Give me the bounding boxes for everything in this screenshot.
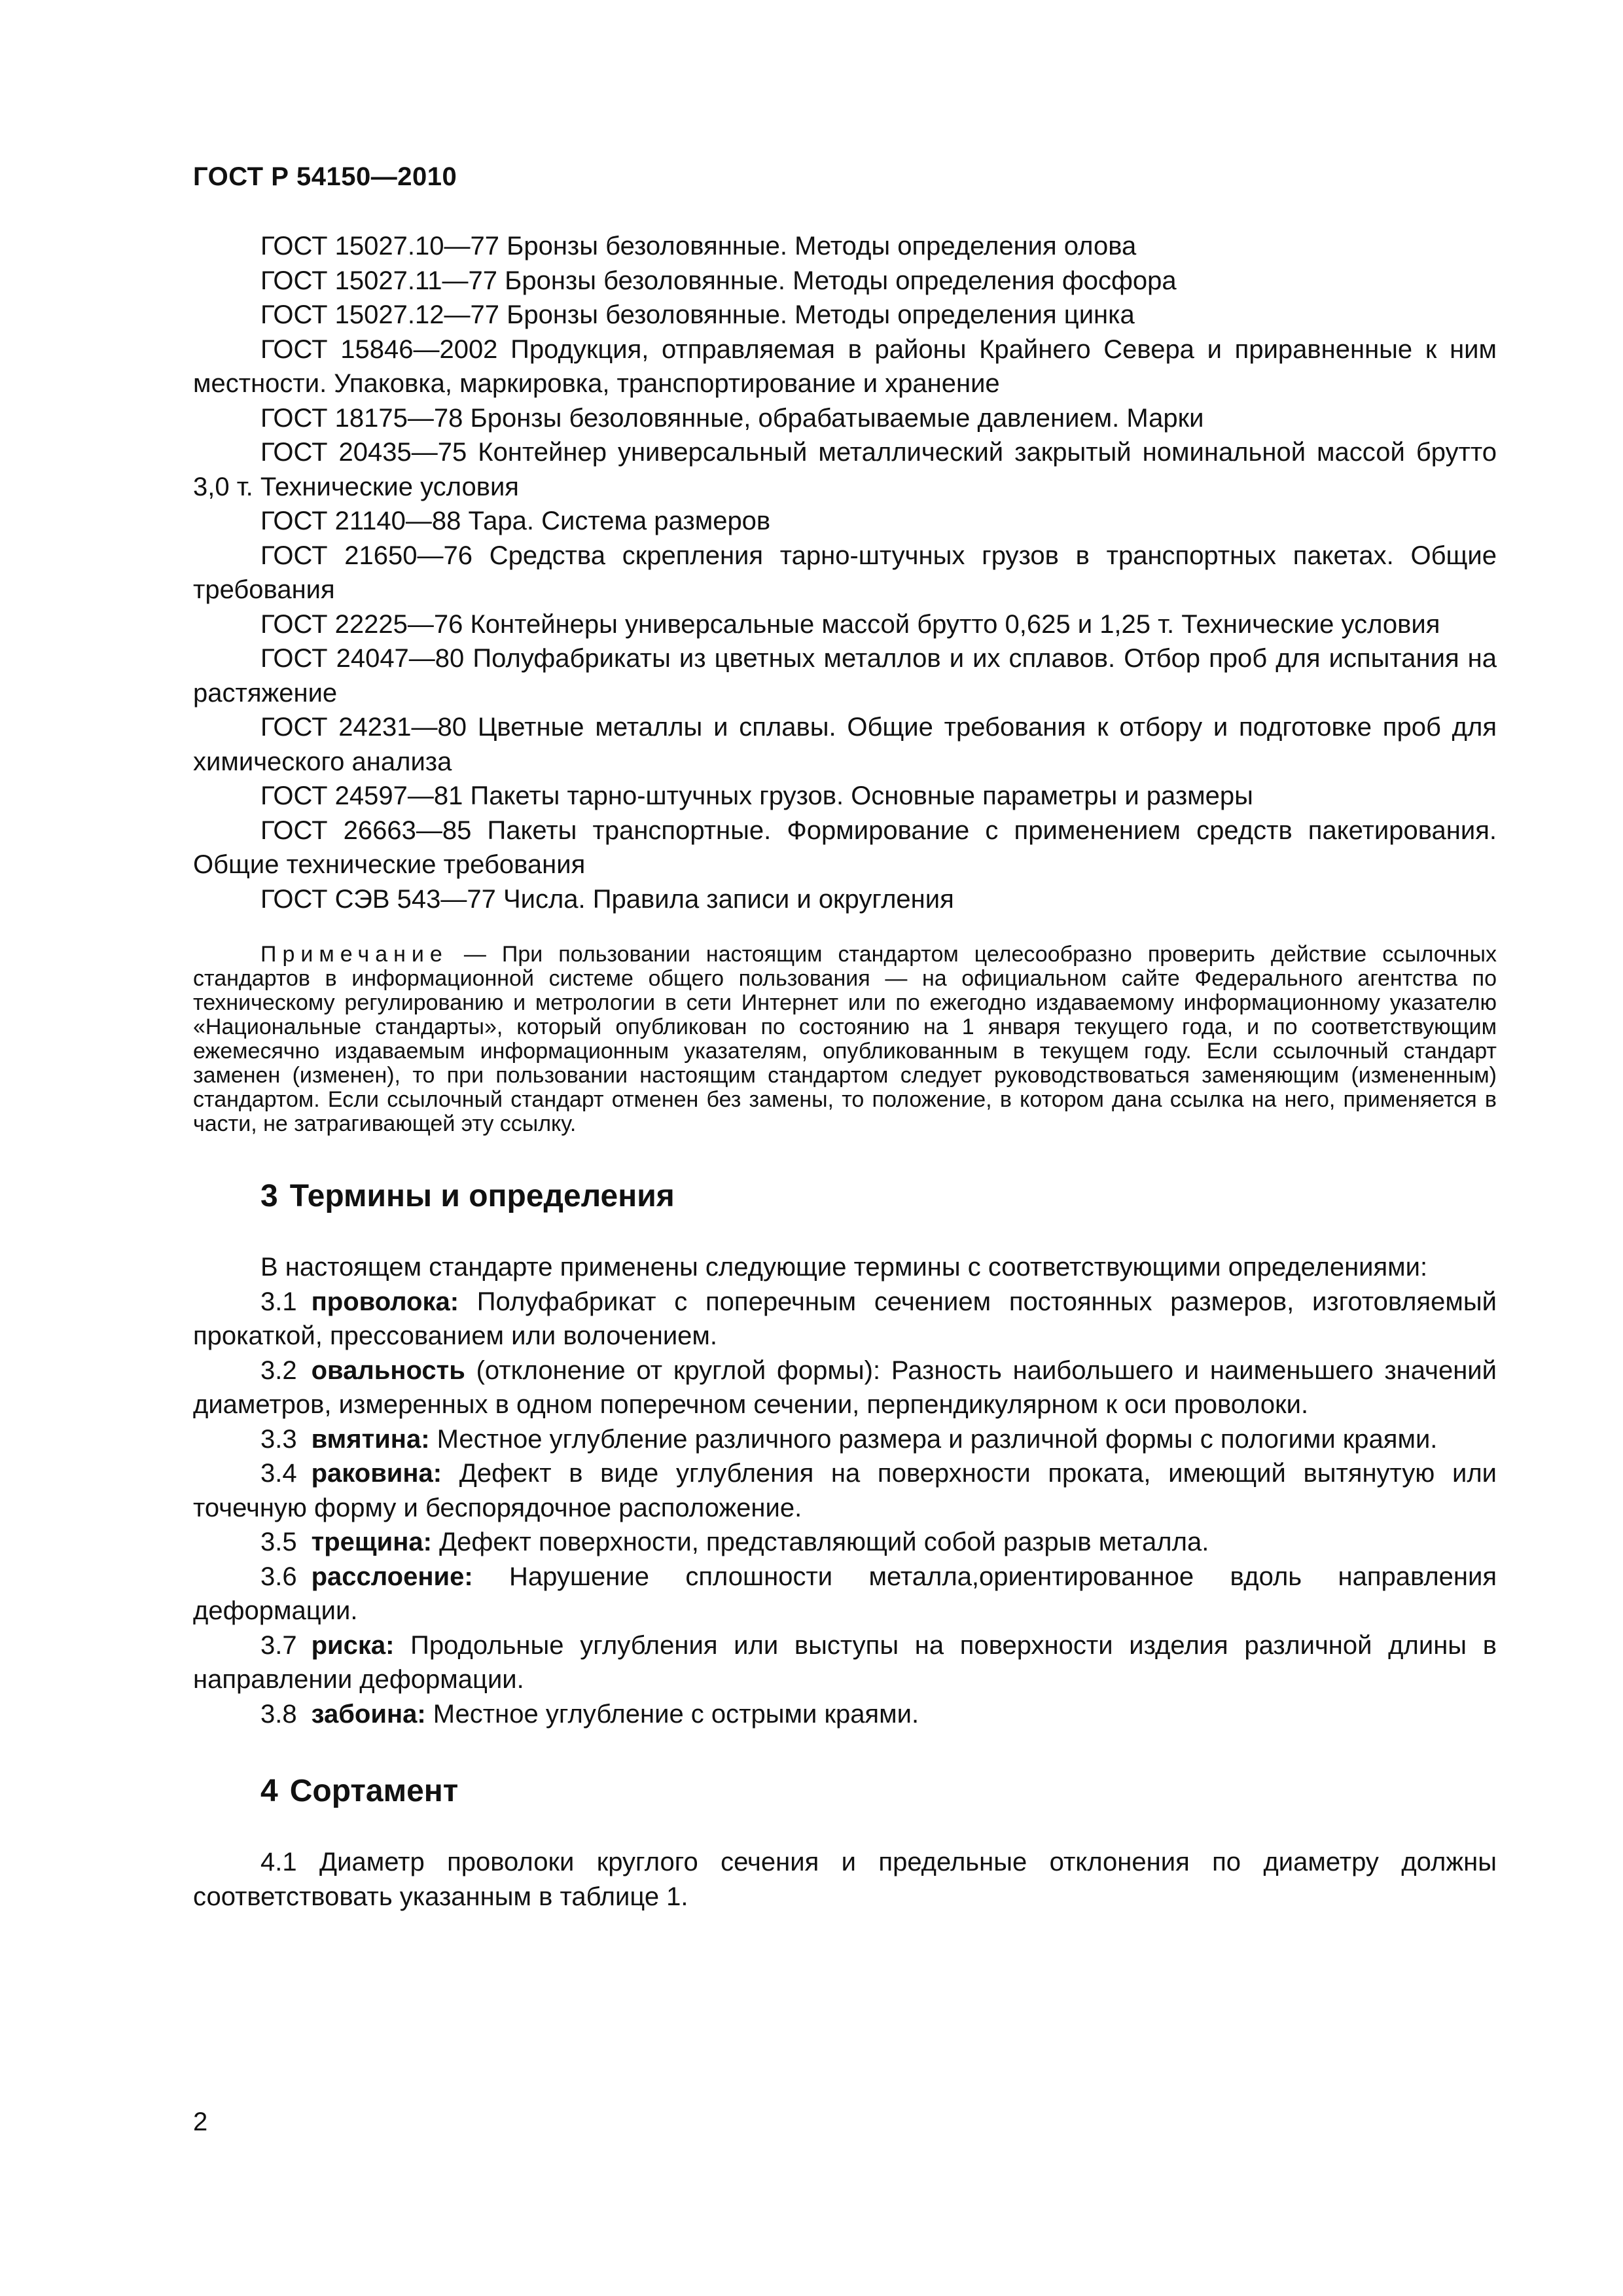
term-text: Нарушение сплошности металла,ориентированное вдоль направления деформации. bbox=[193, 1562, 1497, 1625]
term-name: вмятина: bbox=[311, 1424, 430, 1454]
note-text: — При пользовании настоящим стандартом целесообразно проверить действие ссылочных стандартов в информационной системе общего пользования — на официальном сайте Федерального агентства по техническому регулированию и метрологии в сети Интернет или по ежегодно издаваемому информационному указателю «Национальные стандарты», который опубликован по состоянию на 1 января текущего года, и по соответствующим ежемесячно издаваемым информационным указателям, опубликованным в текущем году. Если ссылочный стандарт заменен (изменен), то при пользовании настоящим стандартом следует руководствоваться заменяющим (измененным) стандартом. Если ссылочный стандарт отменен без замены, то положение, в котором дана ссылка на него, применяется в части, не затрагивающей эту ссылку. bbox=[193, 942, 1497, 1136]
section-3-intro: В настоящем стандарте применены следующие термины с соответствующими определениями: bbox=[260, 1253, 1428, 1282]
term-name: расслоение: bbox=[311, 1562, 473, 1591]
normative-references-list bbox=[193, 229, 1497, 916]
reference-item: ГОСТ 26663—85 Пакеты транспортные. Формирование с применением средств пакетирования. Общие технические требования bbox=[193, 816, 1497, 879]
term-definition bbox=[193, 1560, 1497, 1628]
reference-item: ГОСТ 24231—80 Цветные металлы и сплавы. Общие требования к отбору и подготовке проб для химического анализа bbox=[193, 713, 1497, 776]
term-number: 3.8 bbox=[260, 1699, 297, 1729]
term-name: овальность bbox=[311, 1355, 465, 1385]
reference-item: ГОСТ 24597—81 Пакеты тарно-штучных грузов. Основные параметры и размеры bbox=[260, 781, 1253, 810]
term-definition bbox=[193, 1456, 1497, 1525]
page-content bbox=[193, 229, 1497, 1914]
section-number: 4 bbox=[260, 1774, 278, 1808]
note-block bbox=[193, 942, 1497, 1136]
term-definition bbox=[193, 1285, 1497, 1354]
reference-item: ГОСТ 15846—2002 Продукция, отправляемая в районы Крайнего Севера и приравненные к ним местности. Упаковка, маркировка, транспортирование и хранение bbox=[193, 334, 1497, 398]
term-definition bbox=[193, 1422, 1497, 1457]
reference-item: ГОСТ 15027.10—77 Бронзы безоловянные. Методы определения олова bbox=[260, 232, 1137, 260]
term-text: Дефект поверхности, представляющий собой разрыв металла. bbox=[431, 1528, 1209, 1556]
term-number: 3.3 bbox=[260, 1424, 297, 1454]
reference-item: ГОСТ СЭВ 543—77 Числа. Правила записи и округления bbox=[260, 884, 954, 914]
page-number: 2 bbox=[193, 2108, 208, 2136]
document-code-header: ГОСТ Р 54150—2010 bbox=[193, 162, 457, 191]
reference-item: ГОСТ 22225—76 Контейнеры универсальные массой брутто 0,625 и 1,25 т. Технические условия bbox=[260, 609, 1440, 639]
term-number: 3.1 bbox=[260, 1287, 297, 1316]
reference-item: ГОСТ 15027.11—77 Бронзы безоловянные. Методы определения фосфора bbox=[260, 266, 1177, 295]
term-number: 3.4 bbox=[260, 1459, 297, 1488]
term-definition bbox=[193, 1525, 1497, 1560]
term-text: Полуфабрикат с поперечным сечением постоянных размеров, изготовляемый прокаткой, прессованием или волочением. bbox=[193, 1287, 1497, 1350]
reference-item: ГОСТ 21140—88 Тара. Система размеров bbox=[260, 507, 771, 535]
reference-item: ГОСТ 18175—78 Бронзы безоловянные, обрабатываемые давлением. Марки bbox=[260, 403, 1204, 433]
section-number: 3 bbox=[260, 1179, 278, 1213]
note-label: Примечание bbox=[260, 942, 448, 967]
reference-item: ГОСТ 15027.12—77 Бронзы безоловянные. Методы определения цинка bbox=[260, 300, 1135, 329]
term-definition bbox=[193, 1628, 1497, 1697]
term-definition bbox=[193, 1354, 1497, 1422]
term-number: 3.7 bbox=[260, 1630, 297, 1660]
reference-item: ГОСТ 24047—80 Полуфабрикаты из цветных металлов и их сплавов. Отбор проб для испытания на растяжение bbox=[193, 644, 1497, 708]
term-number: 3.6 bbox=[260, 1562, 297, 1591]
section-3-heading bbox=[193, 1177, 1497, 1216]
section-4-heading bbox=[193, 1772, 1497, 1811]
section-4-paragraph: 4.1 Диаметр проволоки круглого сечения и предельные отклонения по диаметру должны соответствовать указанным в таблице 1. bbox=[193, 1848, 1497, 1911]
reference-item: ГОСТ 20435—75 Контейнер универсальный металлический закрытый номинальной массой брутто 3,0 т. Технические условия bbox=[193, 438, 1497, 501]
term-name: риска: bbox=[311, 1630, 395, 1660]
term-name: раковина: bbox=[311, 1459, 442, 1488]
term-text: Продольные углубления или выступы на поверхности изделия различной длины в направлении деформации. bbox=[193, 1630, 1497, 1694]
term-name: проволока: bbox=[311, 1287, 459, 1316]
section-title: Термины и определения bbox=[289, 1179, 675, 1213]
section-title: Сортамент bbox=[289, 1774, 459, 1808]
term-text: Местное углубление различного размера и различной формы с пологими краями. bbox=[429, 1424, 1438, 1454]
term-number: 3.2 bbox=[260, 1355, 297, 1385]
term-definition bbox=[193, 1697, 1497, 1732]
term-text: Местное углубление с острыми краями. bbox=[425, 1699, 919, 1729]
term-text: (отклонение от круглой формы): Разность наибольшего и наименьшего значений диаметров, измеренных в одном поперечном сечении, перпендикулярном к оси проволоки. bbox=[193, 1355, 1497, 1419]
term-name: трещина: bbox=[311, 1528, 432, 1556]
term-number: 3.5 bbox=[260, 1528, 297, 1556]
reference-item: ГОСТ 21650—76 Средства скрепления тарно-штучных грузов в транспортных пакетах. Общие требования bbox=[193, 541, 1497, 604]
term-name: забоина: bbox=[311, 1699, 426, 1729]
term-text: Дефект в виде углубления на поверхности проката, имеющий вытянутую или точечную форму и беспорядочное расположение. bbox=[193, 1459, 1497, 1522]
